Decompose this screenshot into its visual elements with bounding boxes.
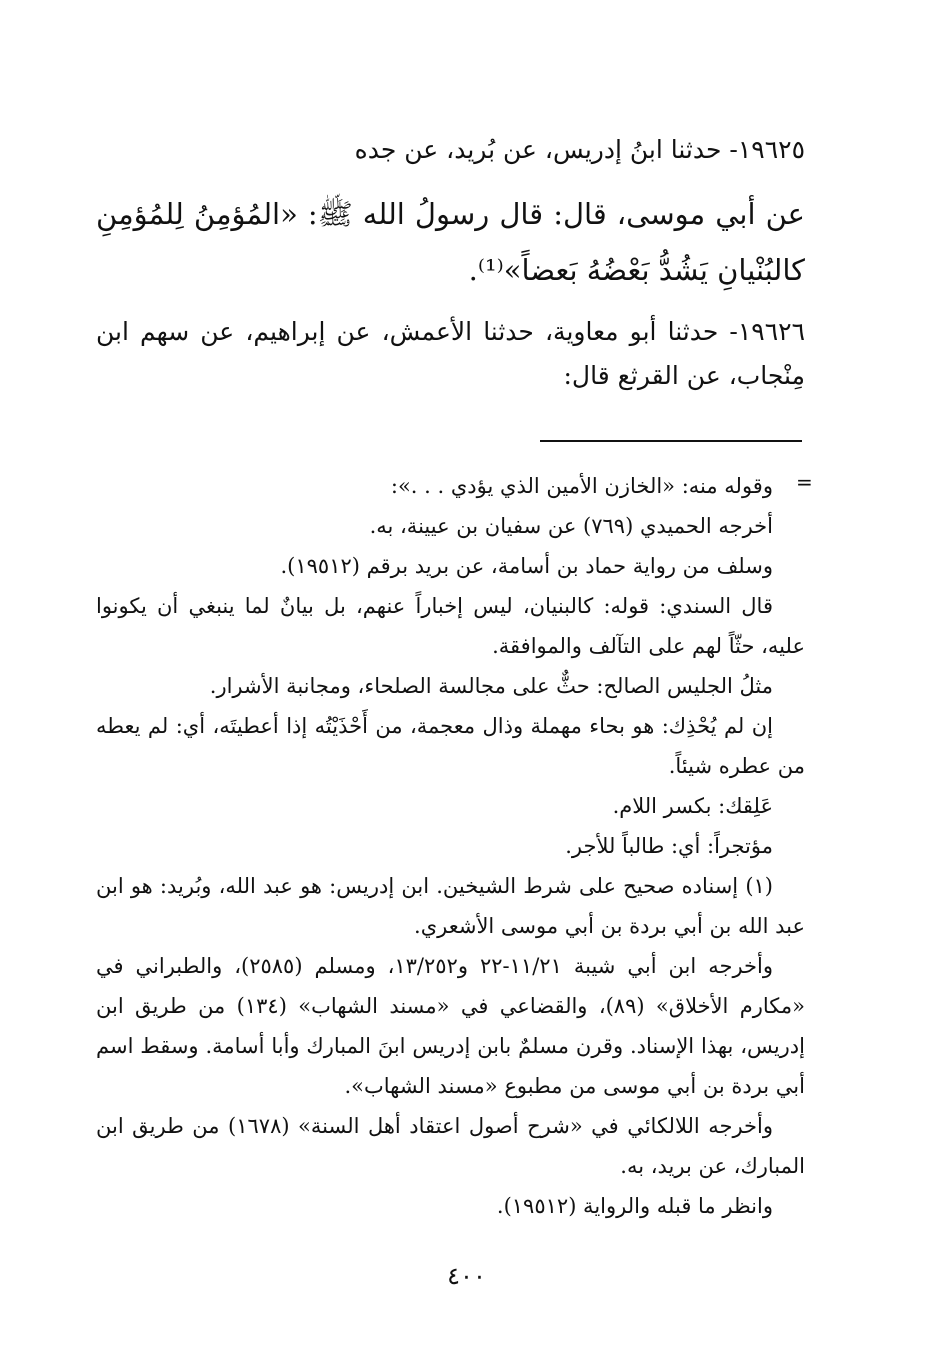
footnote-line: مؤتجراً: أي: طالباً للأجر. (565, 834, 773, 858)
footnote-line: وانظر ما قبله والرواية (١٩٥١٢). (496, 1194, 773, 1218)
footnote-divider (540, 440, 802, 442)
page-number: ٤٠٠ (447, 1262, 486, 1290)
hadith-19625-isnad (96, 128, 805, 172)
footnote-line: إن لم يُحْذِك: هو بحاء مهملة وذال معجمة، من أَحْذَيْتُه إذا أعطيتَه، أي: لم يعطه من عطره شيئاً. (96, 714, 805, 778)
footnote-line: أخرجه الحميدي (٧٦٩) عن سفيان بن عيينة، به. (369, 514, 773, 538)
footnote-line: وقوله منه: «الخازن الأمين الذي يؤدي . . .»: (390, 474, 773, 498)
footnote-line: وأخرجه ابن أبي شيبة ١١/٢١-٢٢ و١٣/٢٥٢، ومسلم (٢٥٨٥)، والطبراني في «مكارم الأخلاق» (٨٩)، والقضاعي في «مسند الشهاب» (١٣٤) من طريق ابن إدريس، بهذا الإسناد. وقرن مسلمٌ بابن إدريس ابنَ المبارك وأبا أسامة. وسقط اسم أبي بردة بن أبي موسى من مطبوع «مسند الشهاب». (96, 954, 805, 1098)
footnote-line: وسلف من رواية حماد بن أسامة، عن بريد برقم (١٩٥١٢). (280, 554, 773, 578)
footnote-line: عَلِقك: بكسر اللام. (612, 794, 773, 818)
hadith-19626-text: ١٩٦٢٦- حدثنا أبو معاوية، حدثنا الأعمش، عن إبراهيم، عن سهم ابن مِنْجاب، عن القرثع قال: (96, 317, 805, 390)
footnote-line: وأخرجه اللالكائي في «شرح أصول اعتقاد أهل السنة» (١٦٧٨) من طريق ابن المبارك، عن بريد، به. (96, 1114, 805, 1178)
continuation-mark: = (796, 470, 813, 494)
footnote-line: مثلُ الجليس الصالح: حثٌّ على مجالسة الصلحاء، ومجانبة الأشرار. (209, 674, 773, 698)
hadith-19625-text: عن أبي موسى، قال: قال رسولُ الله ﷺ: «المُؤمِنُ لِلمُؤمِنِ كالبُنْيانِ يَشُدُّ بَعْضُهُ بَعضاً»⁽¹⁾. (96, 197, 805, 287)
hadith-19625-line1: ١٩٦٢٥- حدثنا ابنُ إدريس، عن بُريد، عن جده (354, 135, 805, 164)
hadith-19626 (96, 310, 805, 398)
hadith-19625-matn (96, 186, 805, 298)
footnotes (96, 466, 805, 1226)
footnote-1: (١) إسناده صحيح على شرط الشيخين. ابن إدريس: هو عبد الله، وبُريد: هو ابن عبد الله بن أبي بردة بن أبي موسى الأشعري. (96, 874, 805, 938)
footnote-line: قال السندي: قوله: كالبنيان، ليس إخباراً عنهم، بل بيانٌ لما ينبغي أن يكونوا عليه، حثّاً لهم على التآلف والموافقة. (96, 594, 805, 658)
